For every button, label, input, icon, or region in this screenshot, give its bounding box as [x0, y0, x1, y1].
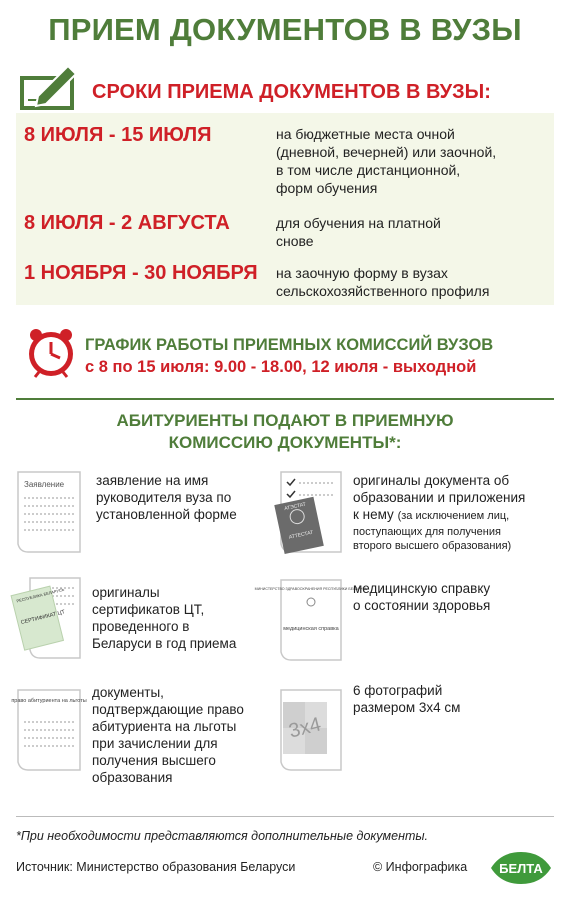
deadline-date: 8 ИЮЛЯ - 2 АВГУСТА — [24, 212, 230, 234]
photo-icon — [277, 688, 343, 772]
document-text-line — [353, 506, 553, 525]
deadline-description — [276, 264, 546, 300]
section-title-line: АБИТУРИЕНТЫ ПОДАЮТ В ПРИЕМНУЮ — [116, 411, 454, 430]
deadline-desc-line: (дневной, вечерней) или заочной, — [276, 144, 497, 160]
footnote: *При необходимости представляются дополнительные документы. — [16, 829, 429, 843]
svg-text:БЕЛТА: БЕЛТА — [499, 861, 543, 876]
document-item-text — [353, 472, 553, 553]
document-text-line: Беларуси в год приема — [92, 636, 237, 651]
section-title-deadlines: СРОКИ ПРИЕМА ДОКУМЕНТОВ В ВУЗЫ: — [92, 81, 491, 103]
application-document-icon — [16, 470, 82, 554]
deadline-description — [276, 214, 546, 250]
svg-text:РЕСПУБЛИКА БЕЛАРУСЬ: РЕСПУБЛИКА БЕЛАРУСЬ — [15, 586, 65, 604]
document-text-line: документы, — [92, 685, 164, 700]
document-text-line: образовании и приложения — [353, 490, 526, 505]
section-title-documents — [0, 410, 570, 454]
ct-certificate-icon — [16, 576, 82, 660]
document-text-segment: к нему — [353, 507, 394, 522]
svg-text:СЕРТИФИКАТ ЦТ: СЕРТИФИКАТ ЦТ — [20, 609, 66, 627]
section-title-line: КОМИССИЮ ДОКУМЕНТЫ*: — [168, 433, 402, 452]
svg-text:АТТЕСТАТ: АТТЕСТАТ — [288, 529, 314, 541]
document-note: (за исключением лиц, — [397, 510, 510, 522]
svg-text:медицинская справка: медицинская справка — [283, 626, 339, 632]
document-text-line: размером 3х4 см — [353, 700, 461, 715]
document-note: второго высшего образования) — [353, 540, 512, 552]
schedule-hours: с 8 по 15 июля: 9.00 - 18.00, 12 июля - выходной — [85, 358, 477, 376]
deadline-desc-line: на бюджетные места очной — [276, 126, 455, 142]
svg-text:3x4: 3x4 — [286, 713, 324, 743]
document-item-text — [92, 584, 272, 652]
document-text-line: оригиналы — [92, 585, 160, 600]
deadline-description — [276, 125, 546, 197]
document-text-line: оригиналы документа об — [353, 473, 510, 488]
deadline-date: 1 НОЯБРЯ - 30 НОЯБРЯ — [24, 262, 258, 284]
document-text-line: 6 фотографий — [353, 683, 443, 698]
deadline-desc-line: сельскохозяйственного профиля — [276, 283, 490, 299]
certificate-document-icon — [277, 470, 343, 554]
deadlines-panel — [16, 113, 554, 305]
deadline-desc-line: снове — [276, 233, 314, 249]
svg-text:право абитуриента на льготы: право абитуриента на льготы — [11, 698, 87, 704]
pen-icon — [18, 62, 82, 112]
source: Источник: Министерство образования Беларуси — [16, 860, 296, 874]
deadline-date: 8 ИЮЛЯ - 15 ИЮЛЯ — [24, 124, 212, 146]
document-text-line: заявление на имя — [96, 473, 209, 488]
deadline-desc-line: на заочную форму в вузах — [276, 265, 448, 281]
footer-divider — [16, 816, 554, 817]
document-text-line: абитуриента на льготы — [92, 719, 237, 734]
document-text-line: проведенного в — [92, 619, 190, 634]
document-text-line: при зачислении для — [92, 736, 218, 751]
page-title: ПРИЕМ ДОКУМЕНТОВ В ВУЗЫ — [48, 12, 522, 47]
belta-logo — [489, 850, 553, 886]
document-item-text — [96, 472, 266, 523]
document-text-line: медицинскую справку — [353, 581, 491, 596]
credit: © Инфографика — [373, 860, 468, 874]
svg-text:АТЭСТАТ: АТЭСТАТ — [283, 501, 307, 513]
svg-text:Заявление: Заявление — [24, 480, 65, 489]
schedule-title: ГРАФИК РАБОТЫ ПРИЕМНЫХ КОМИССИЙ ВУЗОВ — [85, 336, 494, 354]
medical-certificate-icon — [254, 578, 368, 662]
divider — [16, 398, 554, 400]
svg-text:МИНИСТЕРСТВО ЗДРАВООХРАНЕНИЯ Р: МИНИСТЕРСТВО ЗДРАВООХРАНЕНИЯ РЕСПУБЛИКИ БЕЛАРУСЬ — [254, 587, 368, 591]
document-text-line: получения высшего — [92, 753, 216, 768]
benefits-document-icon — [11, 688, 87, 772]
document-note: поступающих для получения — [353, 526, 501, 538]
document-text-line: руководителя вуза по — [96, 490, 232, 505]
document-text-line: сертификатов ЦТ, — [92, 602, 205, 617]
clock-icon — [25, 326, 77, 378]
document-text-line: установленной форме — [96, 507, 237, 522]
deadline-desc-line: форм обучения — [276, 180, 378, 196]
deadline-desc-line: для обучения на платной — [276, 215, 441, 231]
document-text-line: образования — [92, 770, 173, 785]
document-item-text — [92, 684, 272, 786]
deadline-desc-line: в том числе дистанционной, — [276, 162, 461, 178]
document-item-text — [353, 580, 553, 614]
document-text-line: подтверждающие право — [92, 702, 244, 717]
document-item-text — [353, 682, 553, 716]
document-text-line: о состоянии здоровья — [353, 598, 491, 613]
